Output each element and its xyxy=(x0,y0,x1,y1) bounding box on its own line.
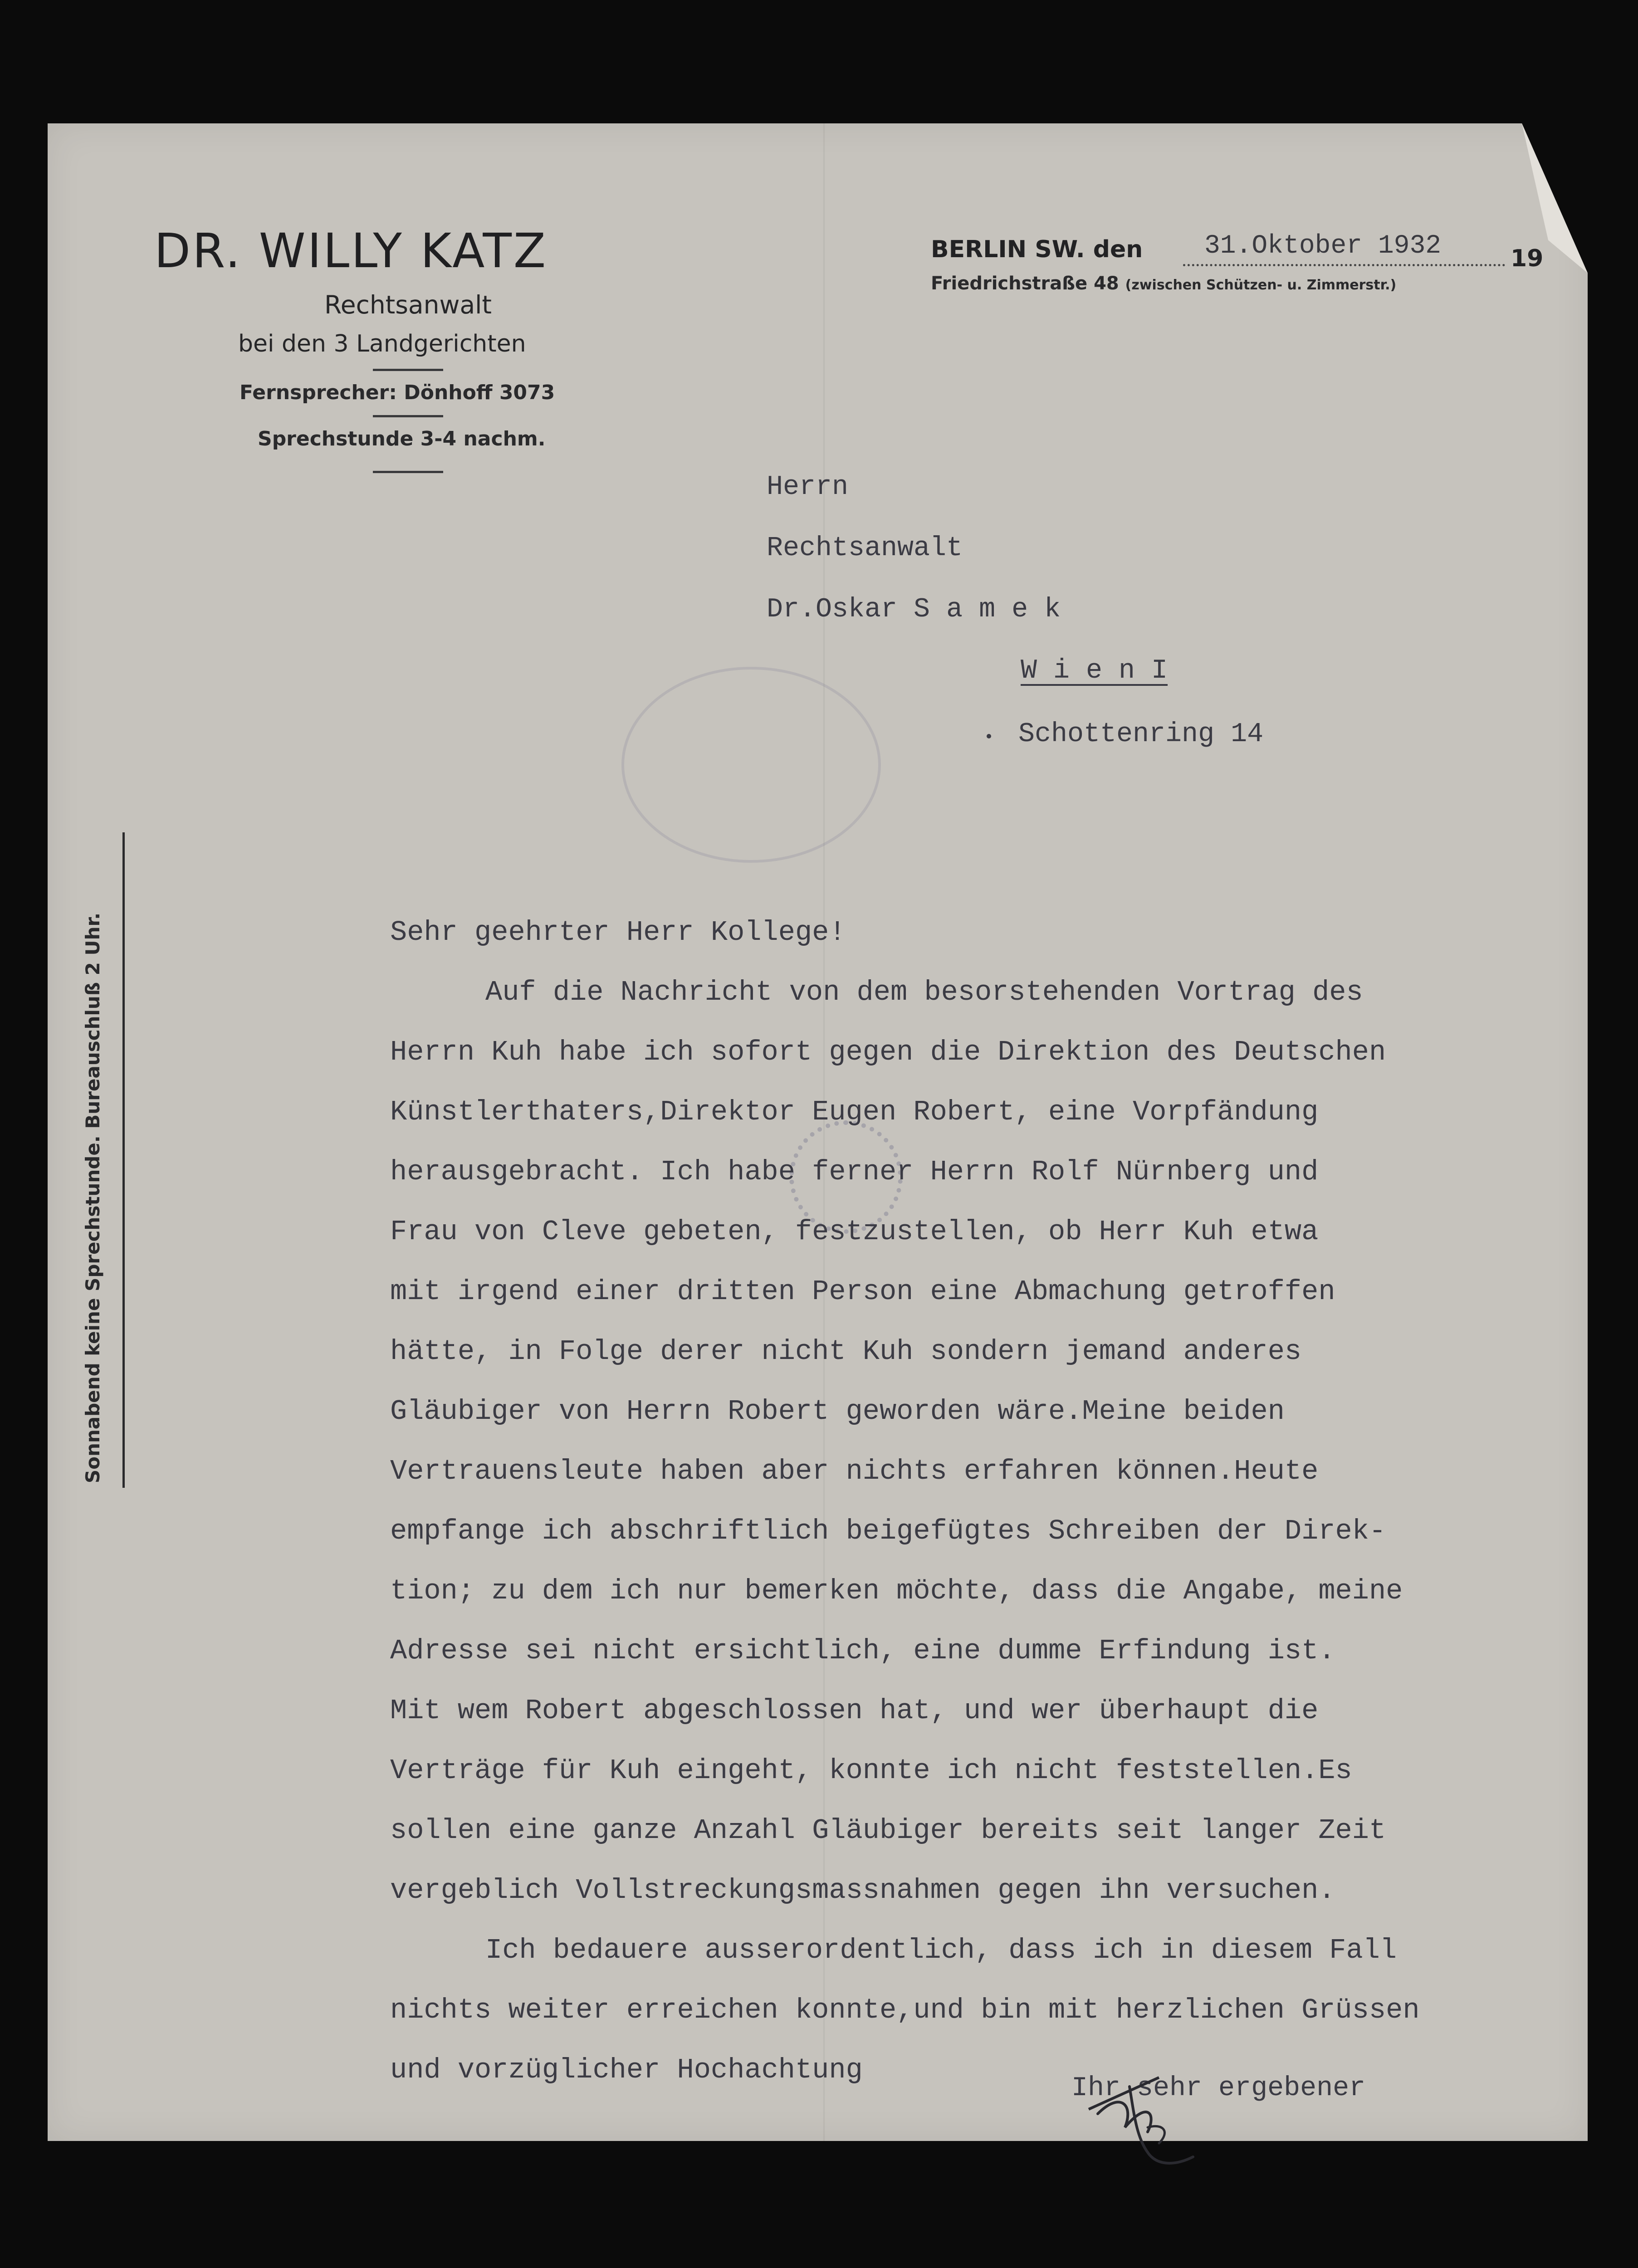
closing-line: Ich bedauere ausserordentlich, dass ich in diesem Fall xyxy=(485,1934,1397,1966)
letter-body xyxy=(390,903,1506,2100)
letterhead-year-prefix: 19 xyxy=(1511,245,1544,272)
recipient-name: Dr.Oskar S a m e k xyxy=(767,594,1061,625)
handwritten-signature xyxy=(1080,2059,1243,2177)
body-line: herausgebracht. Ich habe ferner Herrn Rolf Nürnberg und xyxy=(390,1156,1319,1188)
body-line: mit irgend einer dritten Person eine Abmachung getroffen xyxy=(390,1276,1335,1308)
body-line: Künstlerthaters,Direktor Eugen Robert, eine Vorpfändung xyxy=(390,1096,1319,1128)
letterhead-title: Rechtsanwalt xyxy=(324,290,492,319)
faint-seal-mark xyxy=(621,667,881,863)
signoff: Ihr sehr ergebener xyxy=(1071,2073,1366,2104)
address-dot xyxy=(987,734,991,738)
recipient-city: W i e n I xyxy=(1021,655,1168,686)
body-line: Verträge für Kuh eingeht, konnte ich nicht feststellen.Es xyxy=(390,1755,1352,1787)
body-line: Gläubiger von Herrn Robert geworden wäre.Meine beiden xyxy=(390,1395,1285,1427)
closing-line: nichts weiter erreichen konnte,und bin mit herzlichen Grüssen xyxy=(390,1994,1420,2026)
recipient-profession: Rechtsanwalt xyxy=(767,533,963,564)
letterhead-name: DR. WILLY KATZ xyxy=(154,223,548,279)
letterhead-street xyxy=(931,273,1396,294)
body-line: Vertrauensleute haben aber nichts erfahren können.Heute xyxy=(390,1455,1319,1487)
letterhead-courts: bei den 3 Landgerichten xyxy=(238,330,526,357)
recipient-street: Schottenring 14 xyxy=(1018,719,1264,750)
street-address: Friedrichstraße 48 xyxy=(931,273,1119,294)
letterhead-office-hours: Sprechstunde 3-4 nachm. xyxy=(258,427,546,450)
side-note-rule xyxy=(122,832,125,1488)
letter-date: 31.Oktober 1932 xyxy=(1204,231,1442,261)
street-note: (zwischen Schützen- u. Zimmerstr.) xyxy=(1125,277,1397,293)
body-line: Frau von Cleve gebeten, festzustellen, ob Herr Kuh etwa xyxy=(390,1216,1319,1248)
body-line: Mit wem Robert abgeschlossen hat, und wer überhaupt die xyxy=(390,1695,1319,1727)
closing-line: und vorzüglicher Hochachtung xyxy=(390,2054,863,2086)
letterhead-rule xyxy=(373,369,443,371)
body-line: vergeblich Vollstreckungsmassnahmen gegen ihn versuchen. xyxy=(390,1874,1335,1906)
body-line: Auf die Nachricht von dem besorstehenden Vortrag des xyxy=(485,976,1363,1008)
date-dotted-line xyxy=(1183,264,1505,266)
body-line: tion; zu dem ich nur bemerken möchte, dass die Angabe, meine xyxy=(390,1575,1403,1607)
body-line: sollen eine ganze Anzahl Gläubiger bereits seit langer Zeit xyxy=(390,1814,1386,1847)
letterhead-city: BERLIN SW. den xyxy=(931,236,1143,263)
letterhead-phone: Fernsprecher: Dönhoff 3073 xyxy=(240,381,555,404)
body-line: empfange ich abschriftlich beigefügtes Schreiben der Direk- xyxy=(390,1515,1386,1547)
body-line: Adresse sei nicht ersichtlich, eine dumme Erfindung ist. xyxy=(390,1635,1335,1667)
recipient-salutation: Herrn xyxy=(767,472,849,503)
letterhead-rule xyxy=(373,471,443,473)
body-line: hätte, in Folge derer nicht Kuh sondern jemand anderes xyxy=(390,1335,1302,1368)
side-note: Sonnabend keine Sprechstunde. Bureauschluß 2 Uhr. xyxy=(82,912,104,1483)
salutation: Sehr geehrter Herr Kollege! xyxy=(390,916,846,948)
body-line: Herrn Kuh habe ich sofort gegen die Direktion des Deutschen xyxy=(390,1036,1386,1068)
letterhead-rule xyxy=(373,415,443,417)
